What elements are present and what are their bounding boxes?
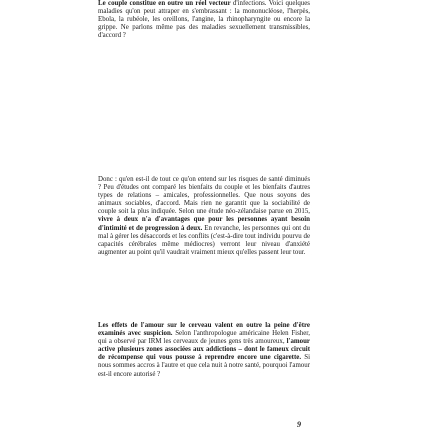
paragraph-2-bold-finding: vivre à deux n'a d'avantages que pour les personnes ayant besoin d'intimité et de progression à deux. [98,216,310,232]
paragraph-3-body-start: Selon l'anthropologue américaine Helen Fisher, qui a observé par IRM les cerveaux de jeunes gens très amoureux, [98,330,310,346]
paragraph-brain-effects [98,322,310,379]
paragraph-2-body-start: Donc : qu'en est-il de tout ce qu'on entend sur les risques de santé diminués ? Peu d'études ont comparé les bienfaits du couple et les bienfaits d'autres types de relations – amicales, professionnelles. Que nous soyons des animaux sociables, d'accord. Mais rien ne garantit que la sociabilité de couple soit la plus indiquée. Selon une étude néo-zélandaise parue en 2015, [98,176,310,216]
paragraph-3-bold-lead: Les effets de l'amour sur le cerveau valent en outre la peine d'être examinés avec suspicion. [98,322,310,338]
paragraph-health-risks [98,176,310,257]
paragraph-2-body-end: En revanche, les personnes qui ont du mal à gérer les désaccords et les conflits (c'est-à-dire tout individu pourvu de capacités cérébrales même médiocres) verront leur niveau d'anxiété augmenter au point qu'il vaudrait vraiment mieux qu'elles passent leur tour. [98,224,311,256]
paragraph-1-body: d'infections. Voici quelques maladies qu'on peut attraper en s'embrassant : la mononucléose, l'herpès, Ebola, la rubéole, les oreillons, l'angine, la rhinopharyngite ou encore la grippe. Ne parlons même pas des maladies sexuellement transmissibles, d'accord ? [98,0,310,40]
paragraph-1-bold-lead: Le couple constitue en outre un réel vecteur [98,0,233,7]
paragraph-3-body-end: Si nous sommes accros à l'autre et que cela nuit à notre santé, pourquoi l'amour est-il encore autorisé ? [98,354,310,378]
paragraph-3-bold-addiction: l'amour active plusieurs zones associées aux addictions – dont le fameux circuit de récompense qui vous pousse à reprendre encore une cigarette. [98,338,310,362]
paragraph-infections [98,0,310,40]
page-number: 9 [297,420,301,429]
